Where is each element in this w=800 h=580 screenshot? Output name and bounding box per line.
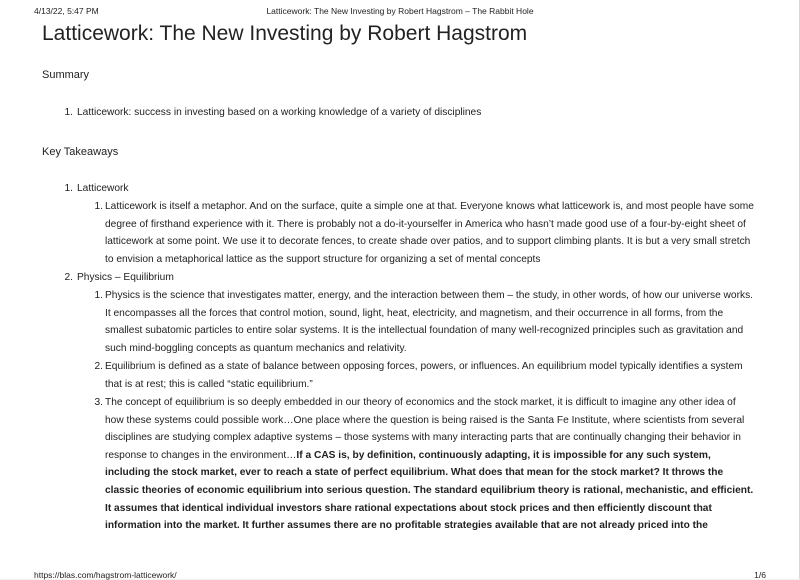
- list-text: Latticework: success in investing based on a working knowledge of a variety of disciplines: [77, 107, 482, 118]
- list-text: [105, 394, 757, 535]
- print-header: [0, 0, 800, 20]
- key-takeaways-heading: Key Takeaways: [42, 146, 119, 158]
- list-number: 2.: [94, 361, 103, 372]
- list-number: 1.: [94, 201, 103, 212]
- list-number: 1.: [64, 107, 73, 118]
- takeaway-item: [55, 269, 755, 287]
- takeaway-item: [55, 180, 755, 198]
- list-number: 2.: [64, 272, 73, 283]
- print-footer: [0, 568, 800, 579]
- page-number: 1/6: [754, 570, 766, 580]
- print-page-title: Latticework: The New Investing by Robert Hagstrom – The Rabbit Hole: [266, 6, 534, 16]
- list-text: Physics is the science that investigates matter, energy, and the interaction between them – the study, in other words, of how our universe works. It encompasses all the forces that control motion, sound, light, heat, electricity, and magnetism, and their occurrence in all forms, from the smallest subatomic particles to entire solar systems. It is the intellectual foundation of many well-recognized principles such as gravitation and such mind-boggling concepts as quantum mechanics and relativity.: [105, 290, 753, 354]
- list-text: Physics – Equilibrium: [77, 272, 174, 283]
- list-number: 1.: [64, 183, 73, 194]
- print-date: 4/13/22, 5:47 PM: [34, 6, 99, 16]
- print-url: https://blas.com/hagstrom-latticework/: [34, 570, 177, 580]
- list-text: Latticework is itself a metaphor. And on the surface, quite a simple one at that. Everyone knows what latticework is, and most people have some degree of firsthand experience with it. There is probably not a do-it-yourselfer in America who hasn’t made good use of a four-by-eight sheet of latticework at some point. We use it to decorate fences, to create shade over patios, and to support climbing plants. It is but a very small stretch to envision a metaphorical lattice as the support structure for organizing a set of mental concepts: [105, 201, 754, 265]
- summary-item: [55, 104, 755, 122]
- list-number: 3.: [94, 397, 103, 408]
- bold-paragraph-text: If a CAS is, by definition, continuously adapting, it is impossible for any such system, including the stock market, ever to reach a state of perfect equilibrium. What does that mean for the stock market? It throws the classic theories of economic equilibrium into serious question. The standard equilibrium theory is rational, mechanistic, and efficient. It assumes that identical individual investors share rational expectations about stock prices and then efficiently discount that information into the market. It further assumes there are no profitable strategies available that are not already priced into the: [105, 449, 754, 532]
- document-title: Latticework: The New Investing by Robert Hagstrom: [42, 22, 528, 45]
- list-text: Equilibrium is defined as a state of balance between opposing forces, powers, or influences. An equilibrium model typically identifies a system that is at rest; this is called “static equilibrium.”: [105, 361, 743, 390]
- summary-heading: Summary: [42, 69, 90, 81]
- list-text: Latticework: [77, 183, 129, 194]
- paragraph-text: The concept of equilibrium is so deeply embedded in our theory of economics and the stock market, it is difficult to imagine any other idea of how these systems could possible work…One place where the question is being raised is the Santa Fe Institute, where scientists from several disciplines are studying complex adaptive systems – those systems with many interacting parts that are continually changing their behavior in response to changes in the environment…: [105, 397, 745, 461]
- list-number: 1.: [94, 290, 103, 301]
